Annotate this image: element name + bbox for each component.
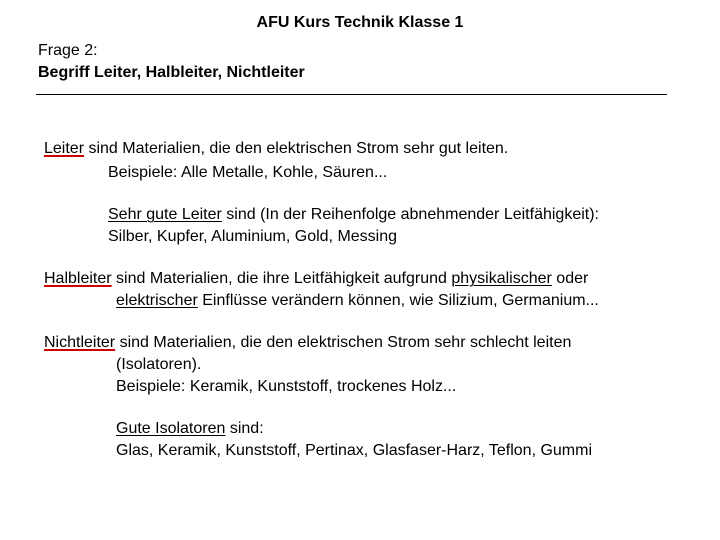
halbleiter-line2 (116, 292, 599, 310)
term-halbleiter: Halbleiter (44, 270, 112, 287)
term-leiter: Leiter (44, 140, 85, 157)
halbleiter-definition (44, 270, 588, 288)
elektrischer-word: elektrischer (116, 292, 198, 309)
page-title: AFU Kurs Technik Klasse 1 (256, 14, 464, 31)
term-nichtleiter: Nichtleiter (44, 334, 116, 351)
halbleiter-text-end: oder (551, 270, 589, 287)
nichtleiter-isolatoren: (Isolatoren). (116, 356, 202, 373)
halbleiter-line2-text: Einflüsse verändern können, wie Silizium, Germanium... (197, 292, 599, 309)
sehr-gute-leiter-text: sind (In der Reihenfolge abnehmender Leitfähigkeit): (221, 206, 599, 223)
leiter-examples: Beispiele: Alle Metalle, Kohle, Säuren... (108, 164, 388, 181)
nichtleiter-definition-text: sind Materialien, die den elektrischen Strom sehr schlecht leiten (115, 334, 572, 351)
physikalischer-word: physikalischer (451, 270, 552, 287)
question-text: Begriff Leiter, Halbleiter, Nichtleiter (38, 64, 305, 81)
gute-isolatoren-text: sind: (225, 420, 264, 437)
term-gute-isolatoren: Gute Isolatoren (116, 420, 226, 437)
nichtleiter-definition (44, 334, 571, 352)
gute-isolatoren-list: Glas, Keramik, Kunststoff, Pertinax, Glasfaser-Harz, Teflon, Gummi (116, 442, 593, 459)
term-sehr-gute-leiter: Sehr gute Leiter (108, 206, 222, 223)
leiter-definition (44, 140, 508, 158)
gute-isolatoren (116, 420, 264, 438)
leiter-definition-text: sind Materialien, die den elektrischen Strom sehr gut leiten. (84, 140, 509, 157)
question-label: Frage 2: (38, 42, 98, 59)
sehr-gute-leiter-list: Silber, Kupfer, Aluminium, Gold, Messing (108, 228, 398, 245)
halbleiter-text-mid: sind Materialien, die ihre Leitfähigkeit aufgrund (111, 270, 452, 287)
divider-line (36, 94, 667, 95)
nichtleiter-examples: Beispiele: Keramik, Kunststoff, trockenes Holz... (116, 378, 457, 395)
sehr-gute-leiter (108, 206, 599, 224)
